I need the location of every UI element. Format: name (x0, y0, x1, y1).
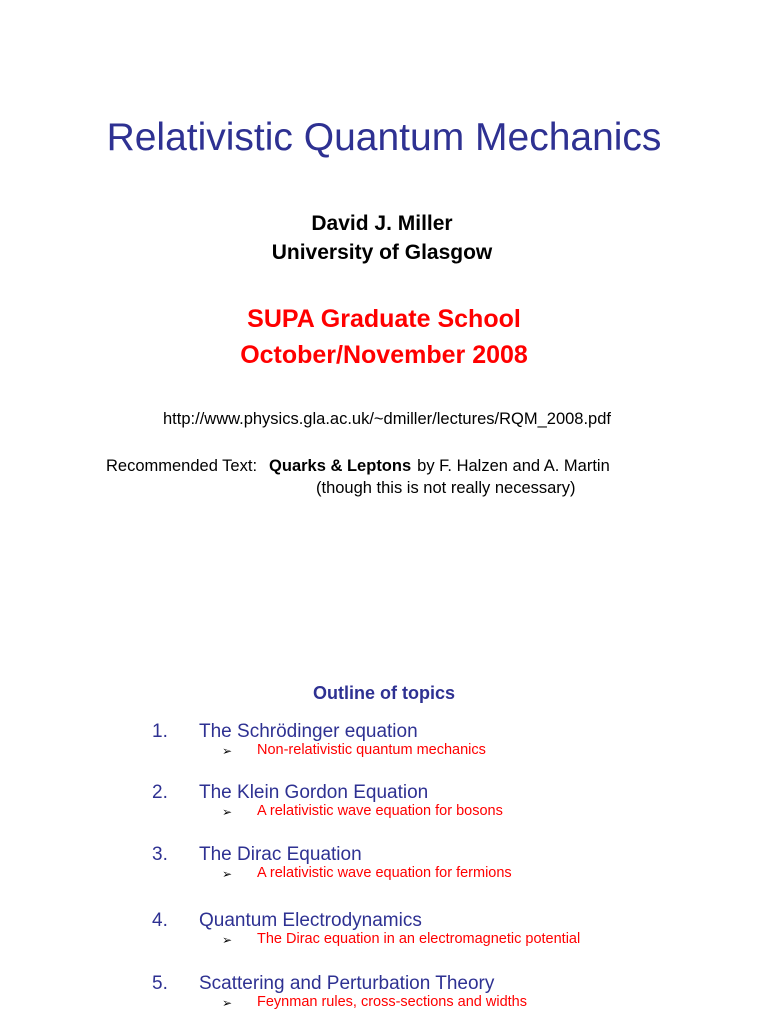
topic-number: 1. (152, 721, 168, 742)
arrow-bullet-icon: ➢ (222, 933, 233, 947)
topic-subpoint: A relativistic wave equation for fermions (257, 865, 512, 881)
recommended-note: (though this is not really necessary) (316, 479, 576, 497)
arrow-bullet-icon: ➢ (222, 744, 233, 758)
arrow-bullet-icon: ➢ (222, 996, 233, 1010)
outline-heading: Outline of topics (313, 683, 455, 703)
page-title: Relativistic Quantum Mechanics (106, 116, 662, 159)
author-block (0, 209, 764, 267)
topic-name: Quantum Electrodynamics (199, 910, 422, 931)
recommended-text-line (106, 455, 610, 477)
author-affiliation: University of Glasgow (271, 241, 493, 264)
recommended-label: Recommended Text: (106, 457, 258, 475)
recommended-book-authors: by F. Halzen and A. Martin (417, 457, 610, 475)
topic-subpoint: Non-relativistic quantum mechanics (257, 742, 486, 758)
topic-subpoint: The Dirac equation in an electromagnetic potential (257, 931, 581, 947)
school-date: October/November 2008 (240, 341, 528, 369)
lecture-url[interactable]: http://www.physics.gla.ac.uk/~dmiller/lectures/RQM_2008.pdf (163, 410, 611, 428)
topic-subpoint: A relativistic wave equation for bosons (257, 803, 503, 819)
topic-name: Scattering and Perturbation Theory (199, 973, 495, 994)
topic-name: The Klein Gordon Equation (199, 782, 429, 803)
school-name: SUPA Graduate School (247, 305, 521, 333)
topic-number: 5. (152, 973, 168, 994)
arrow-bullet-icon: ➢ (222, 867, 233, 881)
topic-number: 3. (152, 844, 168, 865)
topic-subpoint: Feynman rules, cross-sections and widths (257, 994, 527, 1010)
topic-name: The Schrödinger equation (199, 721, 418, 742)
school-block (0, 301, 768, 373)
topic-number: 2. (152, 782, 168, 803)
topic-number: 4. (152, 910, 168, 931)
recommended-book-title: Quarks & Leptons (269, 457, 412, 475)
author-name: David J. Miller (311, 212, 453, 235)
arrow-bullet-icon: ➢ (222, 805, 233, 819)
topic-name: The Dirac Equation (199, 844, 362, 865)
